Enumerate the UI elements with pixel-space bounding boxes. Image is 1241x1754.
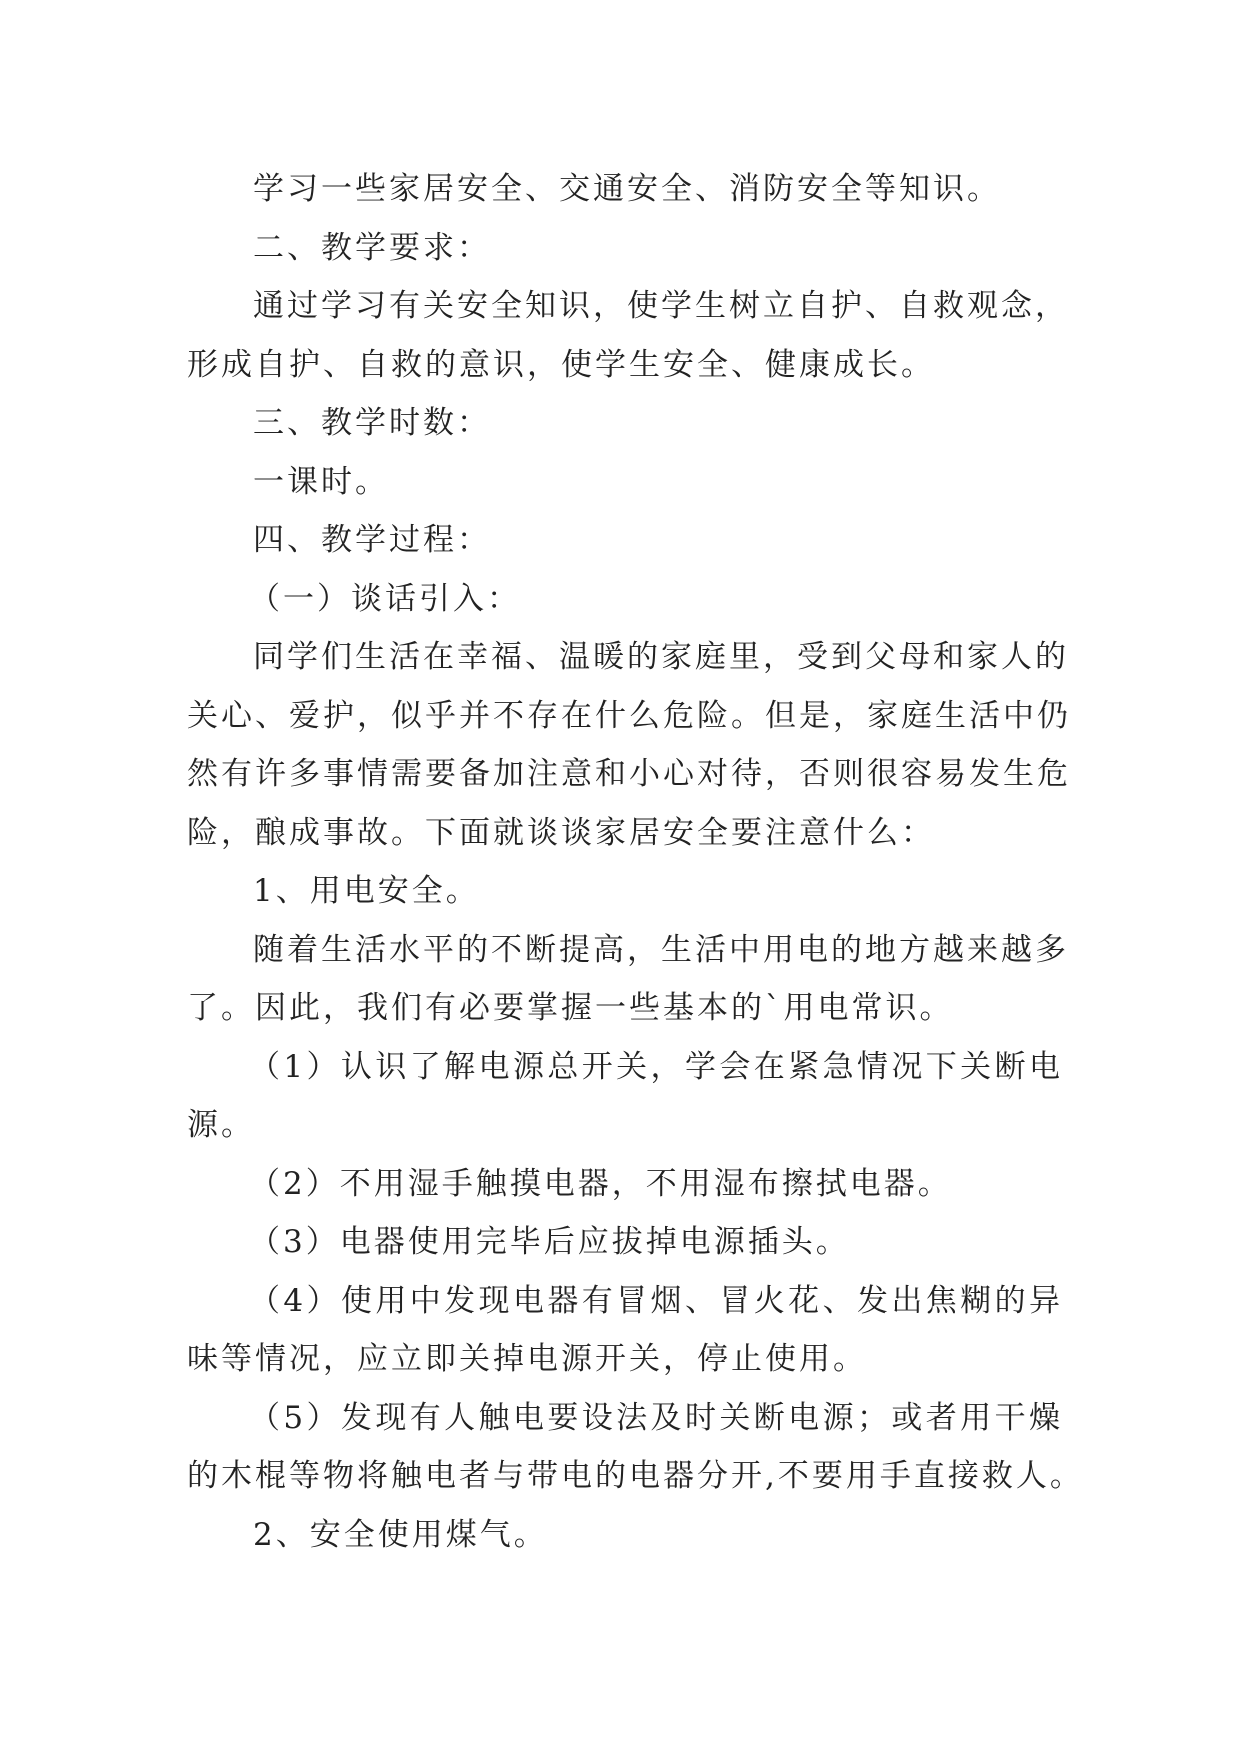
heading-gas-safety: 2、安全使用煤气。 [253, 1516, 548, 1553]
paragraph-electricity-line-2: 了。因此，我们有必要掌握一些基本的`用电常识。 [187, 990, 954, 1026]
paragraph-intro: 学习一些家居安全、交通安全、消防安全等知识。 [253, 171, 1001, 207]
subheading-introduction: （一）谈话引入： [249, 580, 521, 617]
list-item-1-line-2: 源。 [187, 1107, 255, 1143]
list-item-4-line-2: 味等情况，应立即关掉电源开关，停止使用。 [187, 1341, 867, 1377]
heading-teaching-requirements: 二、教学要求： [253, 229, 491, 266]
list-item-5-line-1: （5）发现有人触电要设法及时关断电源；或者用干燥 [249, 1399, 1063, 1436]
heading-electricity-safety: 1、用电安全。 [253, 873, 480, 909]
paragraph-home-line-1: 同学们生活在幸福、温暖的家庭里，受到父母和家人的 [253, 639, 1069, 675]
heading-teaching-hours: 三、教学时数： [253, 405, 491, 441]
list-item-4-line-1: （4）使用中发现电器有冒烟、冒火花、发出焦糊的异 [249, 1282, 1063, 1319]
paragraph-requirements-line-2: 形成自护、自救的意识，使学生安全、健康成长。 [187, 346, 935, 383]
heading-teaching-process: 四、教学过程： [253, 522, 491, 558]
paragraph-electricity-line-1: 随着生活水平的不断提高，生活中用电的地方越来越多 [253, 931, 1069, 968]
list-item-2: （2）不用湿手触摸电器，不用湿布擦拭电器。 [249, 1165, 952, 1202]
list-item-1-line-1: （1）认识了解电源总开关，学会在紧急情况下关断电 [249, 1048, 1063, 1085]
document-body [187, 160, 1084, 1564]
paragraph-requirements-line-1: 通过学习有关安全知识，使学生树立自护、自救观念， [253, 288, 1069, 324]
list-item-3: （3）电器使用完毕后应拔掉电源插头。 [249, 1224, 850, 1260]
paragraph-hours: 一课时。 [253, 463, 389, 500]
paragraph-home-line-3: 然有许多事情需要备加注意和小心对待，否则很容易发生危 [187, 756, 1071, 792]
paragraph-home-line-4: 险，酿成事故。下面就谈谈家居安全要注意什么： [187, 814, 935, 851]
paragraph-home-line-2: 关心、爱护，似乎并不存在什么危险。但是，家庭生活中仍 [187, 697, 1071, 734]
list-item-5-line-2: 的木棍等物将触电者与带电的电器分开,不要用手直接救人。 [187, 1458, 1084, 1494]
